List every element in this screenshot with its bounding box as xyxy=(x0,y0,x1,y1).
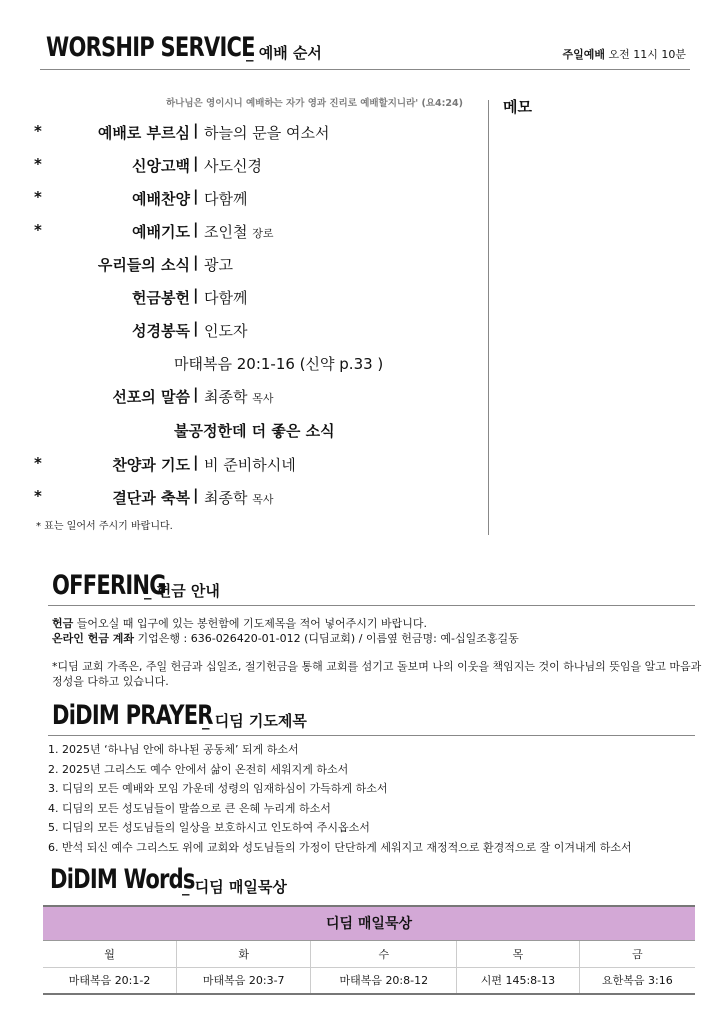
stand-marker: * xyxy=(34,155,42,173)
order-value-text: 사도신경 xyxy=(204,157,262,175)
offering-info xyxy=(52,616,702,646)
order-value-text: 다함께 xyxy=(204,289,248,307)
order-label: 예배기도 xyxy=(132,223,190,241)
stand-marker: * xyxy=(34,221,42,239)
column-divider xyxy=(488,100,489,535)
prayer-subtitle: _ 디딤 기도제목 xyxy=(202,712,307,730)
separator: | xyxy=(193,154,199,172)
reading-cell: 시편 145:8-13 xyxy=(457,967,580,993)
day-cell: 목 xyxy=(457,941,580,967)
order-row xyxy=(30,452,480,476)
meditation-table xyxy=(43,905,695,995)
separator: | xyxy=(193,253,199,271)
reading-cell: 마태복음 20:1-2 xyxy=(43,967,177,993)
service-name: 주일예배 xyxy=(562,48,605,61)
order-value xyxy=(204,221,274,242)
offering-header xyxy=(48,570,695,606)
prayer-header xyxy=(48,700,695,736)
order-role: 목사 xyxy=(252,392,274,405)
order-role: 장로 xyxy=(252,227,274,240)
order-row xyxy=(30,384,480,408)
order-value-text: 하늘의 문을 여소서 xyxy=(204,124,330,142)
service-time xyxy=(562,46,686,62)
order-value xyxy=(204,454,296,475)
order-row xyxy=(30,318,480,342)
sermon-title: 불공정한데 더 좋은 소식 xyxy=(174,422,335,440)
offering-title: OFFERING xyxy=(52,570,166,601)
order-label: 우리들의 소식 xyxy=(97,256,190,274)
prayer-title: DiDIM PRAYER xyxy=(52,700,213,731)
day-row xyxy=(43,941,695,967)
order-value-text: 최종학 xyxy=(204,489,248,507)
memo-label: 메모 xyxy=(503,98,532,116)
separator: | xyxy=(193,286,199,304)
reading-cell: 요한복음 3:16 xyxy=(602,974,673,988)
separator: | xyxy=(193,319,199,337)
prayer-item: 5. 디딤의 모든 성도님들의 일상을 보호하시고 인도하여 주시옵소서 xyxy=(48,821,370,834)
order-value-text: 다함께 xyxy=(204,190,248,208)
standing-note: * 표는 일어서 주시기 바랍니다. xyxy=(36,521,173,532)
page-subtitle: _ 예배 순서 xyxy=(246,44,322,62)
words-subtitle: _ 디딤 매일묵상 xyxy=(182,878,287,896)
order-value xyxy=(204,254,233,275)
offering-line-1-text: 들어오실 때 입구에 있는 봉헌함에 기도제목을 적어 넣어주시기 바랍니다. xyxy=(73,617,428,630)
offering-line-2-text: 기업은행 : 636-026420-01-012 (디딤교회) / 이름옆 헌금명: 예-십일조홍길동 xyxy=(134,632,519,645)
meditation-table-title: 디딤 매일묵상 xyxy=(43,907,695,941)
page-title: WORSHIP SERVICE xyxy=(46,32,255,63)
separator: | xyxy=(193,187,199,205)
order-row xyxy=(30,186,480,210)
day-cell: 화 xyxy=(177,941,311,967)
order-label: 예배찬양 xyxy=(132,190,190,208)
order-label: 찬양과 기도 xyxy=(112,456,190,474)
prayer-item: 3. 디딤의 모든 예배와 모임 가운데 성령의 임재하심이 가득하게 하소서 xyxy=(48,782,388,795)
order-value xyxy=(204,320,247,341)
stand-marker: * xyxy=(34,188,42,206)
offering-line-1 xyxy=(52,616,702,631)
order-value xyxy=(204,386,274,407)
order-value xyxy=(204,487,274,508)
order-value xyxy=(204,188,247,209)
stand-marker: * xyxy=(34,487,42,505)
verse: 하나님은 영이시니 예배하는 자가 영과 진리로 예배할지니라' (요4:24) xyxy=(166,98,463,109)
stand-marker: * xyxy=(34,122,42,140)
order-value-text: 인도자 xyxy=(204,322,248,340)
order-row xyxy=(30,153,480,177)
order-value xyxy=(204,287,247,308)
scripture-reference: 마태복음 20:1-16 (신약 p.33 ) xyxy=(174,355,384,373)
order-row xyxy=(30,219,480,243)
order-row xyxy=(30,485,480,509)
order-value xyxy=(204,155,262,176)
order-label: 예배로 부르심 xyxy=(97,124,190,142)
order-label: 결단과 축복 xyxy=(112,489,190,507)
order-value xyxy=(204,122,329,143)
separator: | xyxy=(193,121,199,139)
reading-cell: 마태복음 20:3-7 xyxy=(177,967,311,993)
prayer-item: 1. 2025년 ‘하나님 안에 하나된 공동체’ 되게 하소서 xyxy=(48,743,299,756)
day-cell: 월 xyxy=(43,941,177,967)
meditation-grid xyxy=(43,941,695,993)
offering-note: *디딤 교회 가족은, 주일 헌금과 십일조, 절기헌금을 통해 교회를 섬기고 돌보며 나의 이웃을 책임지는 것이 하나님의 뜻임을 알고 마음과 정성을 다하고 있습니다. xyxy=(52,660,702,688)
reading-cell: 마태복음 20:8-12 xyxy=(311,967,457,993)
offering-line-1-label: 헌금 xyxy=(52,617,74,630)
separator: | xyxy=(193,453,199,471)
prayer-item: 4. 디딤의 모든 성도님들이 말씀으로 큰 은혜 누리게 하소서 xyxy=(48,801,331,815)
day-cell: 금 xyxy=(579,941,695,967)
separator: | xyxy=(193,385,199,403)
order-label: 선포의 말씀 xyxy=(112,388,190,406)
order-role: 목사 xyxy=(252,493,274,506)
prayer-item: 6. 반석 되신 예수 그리스도 위에 교회와 성도님들의 가정이 단단하게 세워지고 재정적으로 환경적으로 잘 이겨내게 하소서 xyxy=(48,840,632,854)
order-label: 성경봉독 xyxy=(132,322,190,340)
order-value-text: 조인철 xyxy=(204,223,248,241)
reading-row xyxy=(43,967,695,993)
order-value-text: 광고 xyxy=(204,256,233,274)
prayer-list xyxy=(48,740,632,857)
offering-subtitle: _ 헌금 안내 xyxy=(144,582,220,600)
words-header xyxy=(46,864,696,900)
service-time-value: 오전 11시 10분 xyxy=(608,48,686,61)
order-value-text: 최종학 xyxy=(204,388,248,406)
order-label: 신앙고백 xyxy=(132,157,190,175)
order-row xyxy=(30,120,480,144)
order-row xyxy=(30,285,480,309)
prayer-item: 2. 2025년 그리스도 예수 안에서 삶이 온전히 세워지게 하소서 xyxy=(48,762,349,776)
order-label: 헌금봉헌 xyxy=(132,289,190,307)
order-value-text: 비 준비하시네 xyxy=(204,456,296,474)
day-cell: 수 xyxy=(311,941,457,967)
separator: | xyxy=(193,220,199,238)
separator: | xyxy=(193,486,199,504)
order-row xyxy=(30,252,480,276)
words-title: DiDIM Words xyxy=(50,864,195,895)
stand-marker: * xyxy=(34,454,42,472)
offering-line-2 xyxy=(52,631,702,646)
offering-line-2-label: 온라인 헌금 계좌 xyxy=(52,632,135,645)
page-header xyxy=(40,30,690,70)
